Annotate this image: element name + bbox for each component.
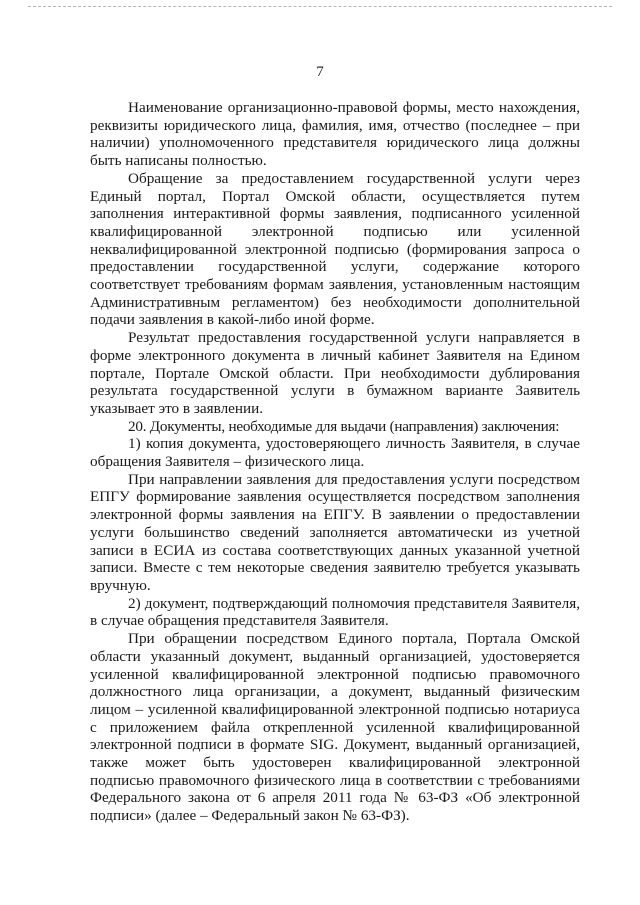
document-body [90, 99, 580, 825]
paragraph-required-documents-heading: 20. Документы, необходимые для выдачи (направления) заключения: [128, 417, 560, 435]
paragraph-identity-document: 1) копия документа, удостоверяющего личность Заявителя, в случае обращения Заявителя – физического лица. [90, 435, 580, 471]
paragraph-electronic-signature: При обращении посредством Единого портала, Портала Омской области указанный документ, выданный организацией, удостоверяется усиленной квалифицированной электронной подписью правомочного должностного лица организации, а документ, выданный физическим лицом – усиленной квалифицированной электронной подписью нотариуса с приложением файла открепленной усиленной квалифицированной электронной подписи в формате SIG. Документ, выданный организацией, также может быть удостоверен квалифицированной электронной подписью правомочного физического лица в соответствии с требованиями Федерального закона от 6 апреля 2011 года № 63-ФЗ «Об электронной подписи» (далее – Федеральный закон № 63-ФЗ). [90, 630, 580, 825]
page-number: 7 [316, 64, 324, 80]
paragraph-result-delivery: Результат предоставления государственной услуги направляется в форме электронного документа в личный кабинет Заявителя на Едином портале, Портале Омской области. При необходимости дублирования результата государственной услуги в бумажном варианте Заявитель указывает это в заявлении. [90, 329, 580, 417]
paragraph-applicant-details: Наименование организационно-правовой формы, место нахождения, реквизиты юридического лица, фамилия, имя, отчество (последнее – при наличии) уполномоченного представителя юридического лица должны быть написаны полностью. [90, 99, 580, 170]
paragraph-epgu-form: При направлении заявления для предоставления услуги посредством ЕПГУ формирование заявления осуществляется посредством заполнения электронной формы заявления на ЕПГУ. В заявлении о предоставлении услуги большинство сведений заполняется автоматически из учетной записи в ЕСИА из состава соответствующих данных указанной учетной записи. Вместе с тем некоторые сведения заявителю требуется указывать вручную. [90, 470, 580, 594]
page-top-border [28, 6, 612, 7]
paragraph-portal-application: Обращение за предоставлением государственной услуги через Единый портал, Портал Омской области, осуществляется путем заполнения интерактивной формы заявления, подписанного усиленной квалифицированной электронной подписью или усиленной неквалифицированной электронной подписью (формирования запроса о предоставлении государственной услуги, содержание которого соответствует требованиям формам заявления, установленным настоящим Административным регламентом) без необходимости дополнительной подачи заявления в какой-либо иной форме. [90, 169, 580, 329]
paragraph-representative-document: 2) документ, подтверждающий полномочия представителя Заявителя, в случае обращения представителя Заявителя. [90, 594, 580, 630]
